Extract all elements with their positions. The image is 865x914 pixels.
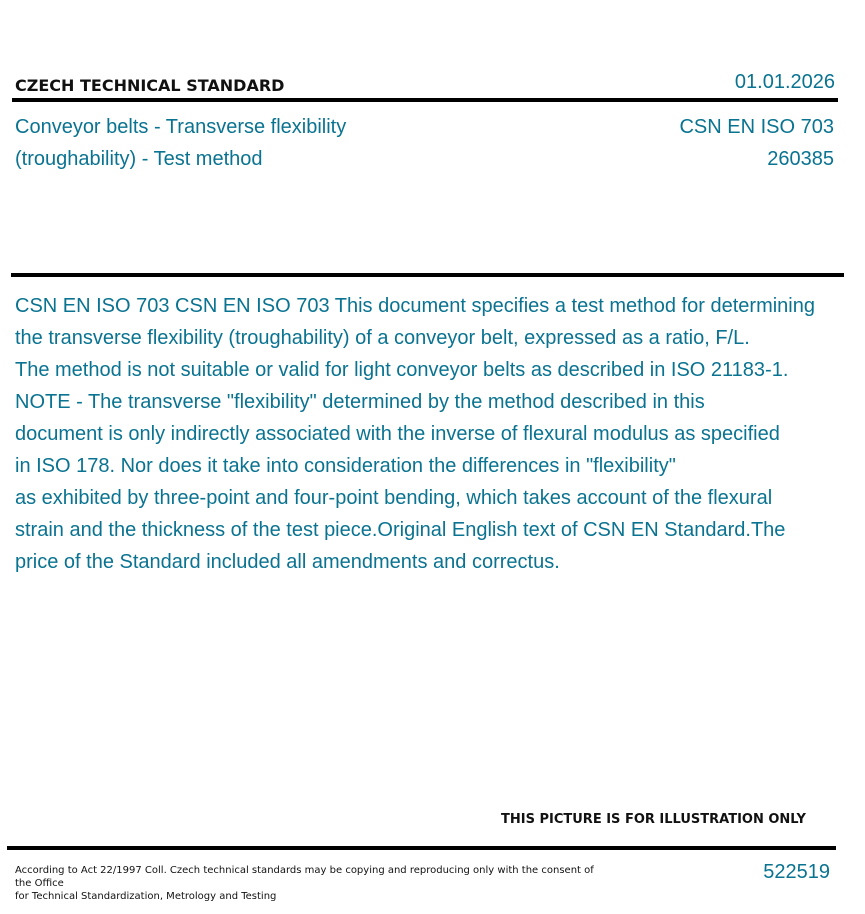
title-line-1: Conveyor belts - Transverse flexibility xyxy=(15,116,347,138)
title-rule xyxy=(11,273,844,277)
classification-code: 260385 xyxy=(767,148,834,170)
header-rule xyxy=(12,98,838,102)
description-line: document is only indirectly associated with the inverse of flexural modulus as specified xyxy=(15,423,780,445)
footer-rule xyxy=(7,846,836,850)
description-line: as exhibited by three-point and four-point bending, which takes account of the flexural xyxy=(15,487,773,509)
title-line-2: (troughability) - Test method xyxy=(15,148,263,170)
description-line: CSN EN ISO 703 CSN EN ISO 703 This document specifies a test method for determining xyxy=(15,295,815,317)
illustration-note: THIS PICTURE IS FOR ILLUSTRATION ONLY xyxy=(501,812,806,827)
description-line: NOTE - The transverse "flexibility" determined by the method described in this xyxy=(15,391,705,413)
description-line: The method is not suitable or valid for light conveyor belts as described in ISO 21183-1. xyxy=(15,359,789,381)
copyright-line-1: According to Act 22/1997 Coll. Czech technical standards may be copying and reproducing only with the consent of the Office xyxy=(15,865,594,889)
page-number: 522519 xyxy=(763,861,830,883)
description-line: in ISO 178. Nor does it take into consideration the differences in "flexibility" xyxy=(15,455,676,477)
description-line: price of the Standard included all amendments and correctus. xyxy=(15,551,560,573)
description xyxy=(15,290,865,578)
standard-number: CSN EN ISO 703 xyxy=(679,116,834,138)
description-line: strain and the thickness of the test piece.Original English text of CSN EN Standard.The xyxy=(15,519,786,541)
copyright-line-2: for Technical Standardization, Metrology and Testing xyxy=(15,891,277,902)
document-date: 01.01.2026 xyxy=(734,71,835,93)
copyright-notice xyxy=(15,864,595,903)
description-line: the transverse flexibility (troughability) of a conveyor belt, expressed as a ratio, F/L. xyxy=(15,327,750,349)
header-label: CZECH TECHNICAL STANDARD xyxy=(15,76,285,95)
